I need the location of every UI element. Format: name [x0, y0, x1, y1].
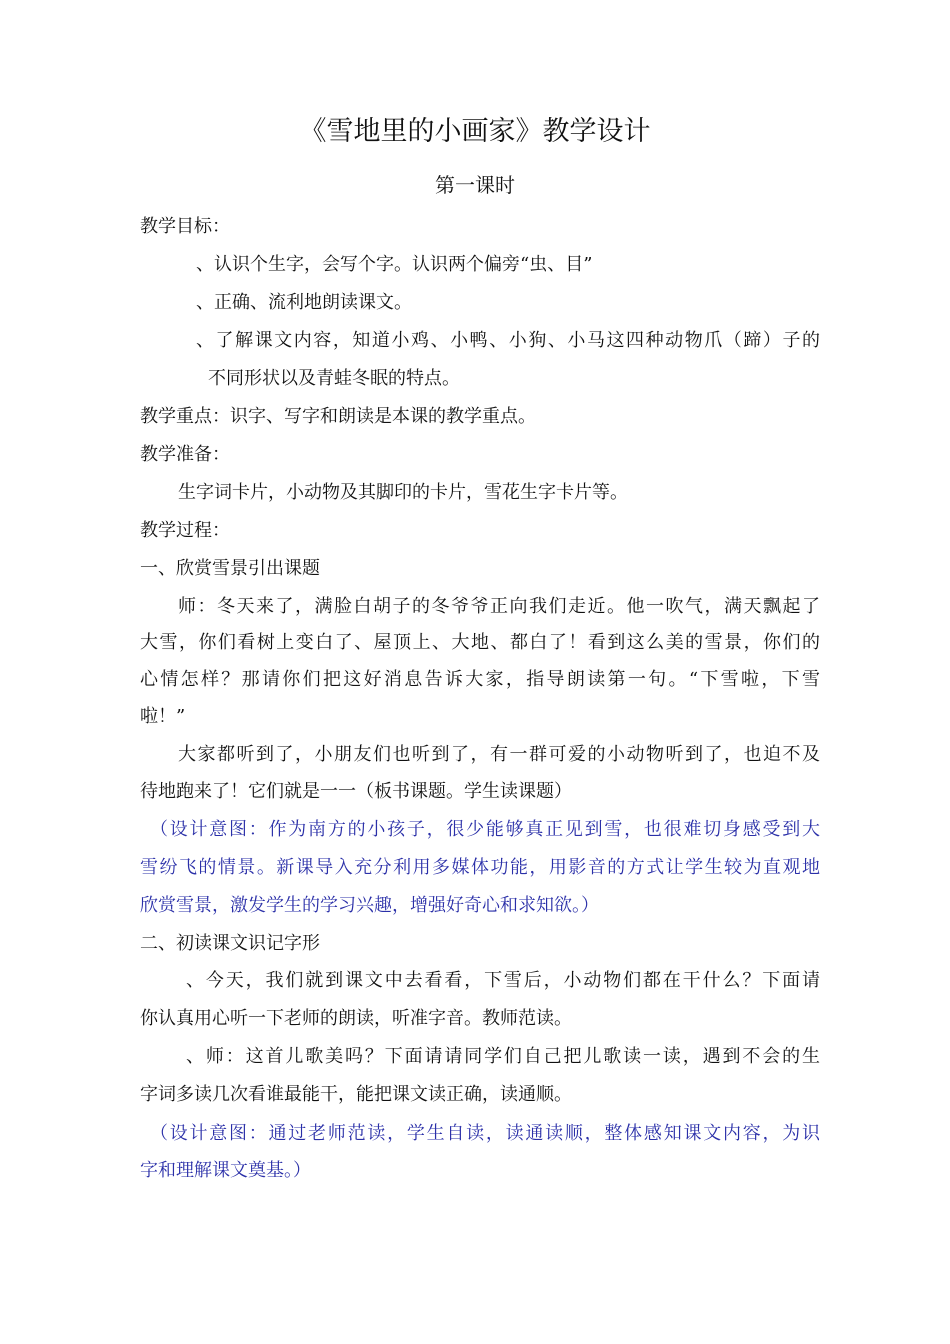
section1-p1-line3: 心情怎样？那请你们把这好消息告诉大家，指导朗读第一句。“下雪啦，下雪 — [140, 669, 820, 690]
document-title: 《雪地里的小画家》教学设计 — [299, 116, 651, 147]
section1-heading: 一、欣赏雪景引出课题 — [140, 558, 320, 579]
section1-note-line1: （设计意图：作为南方的小孩子，很少能够真正见到雪，也很难切身感受到大 — [150, 819, 820, 840]
section1-p1-line2: 大雪，你们看树上变白了、屋顶上、大地、都白了！看到这么美的雪景，你们的 — [140, 632, 820, 653]
section2-heading: 二、初读课文识记字形 — [140, 933, 320, 954]
preparation-text: 生字词卡片，小动物及其脚印的卡片，雪花生字卡片等。 — [178, 482, 628, 503]
section2-p2-line1: 、师：这首儿歌美吗？下面请请同学们自己把儿歌读一读，遇到不会的生 — [186, 1046, 820, 1067]
section2-note-line2: 字和理解课文奠基。） — [140, 1160, 311, 1181]
objective-2: 、正确、流利地朗读课文。 — [196, 292, 412, 313]
objective-3: 、了解课文内容，知道小鸡、小鸭、小狗、小马这四种动物爪（蹄）子的 — [196, 330, 820, 351]
section2-note-line1: （设计意图：通过老师范读，学生自读，读通读顺，整体感知课文内容，为识 — [150, 1123, 820, 1144]
section1-p2-line1: 大家都听到了，小朋友们也听到了，有一群可爱的小动物听到了，也迫不及 — [178, 744, 820, 765]
preparation-heading: 教学准备： — [140, 444, 230, 465]
objective-3-cont: 不同形状以及青蛙冬眠的特点。 — [208, 368, 460, 389]
section1-note-line2: 雪纷飞的情景。新课导入充分利用多媒体功能，用影音的方式让学生较为直观地 — [140, 857, 820, 878]
objectives-heading: 教学目标： — [140, 216, 230, 237]
section1-note-line3: 欣赏雪景，激发学生的学习兴趣，增强好奇心和求知欲。） — [140, 895, 599, 916]
section2-p2-line2: 字词多读几次看谁最能干，能把课文读正确，读通顺。 — [140, 1084, 572, 1105]
objective-1: 、认识个生字，会写个字。认识两个偏旁“虫、目” — [196, 254, 593, 275]
section2-p1-line2: 你认真用心听一下老师的朗读，听准字音。教师范读。 — [140, 1008, 572, 1029]
section1-p1-line4: 啦！” — [140, 706, 186, 727]
process-heading: 教学过程： — [140, 520, 230, 541]
document-subtitle: 第一课时 — [435, 173, 515, 197]
section2-p1-line1: 、今天，我们就到课文中去看看，下雪后，小动物们都在干什么？下面请 — [186, 970, 820, 991]
section1-p1-line1: 师：冬天来了，满脸白胡子的冬爷爷正向我们走近。他一吹气，满天飘起了 — [178, 596, 820, 617]
key-points: 教学重点：识字、写字和朗读是本课的教学重点。 — [140, 406, 536, 427]
section1-p2-line2: 待地跑来了！它们就是一一（板书课题。学生读课题） — [140, 781, 572, 802]
